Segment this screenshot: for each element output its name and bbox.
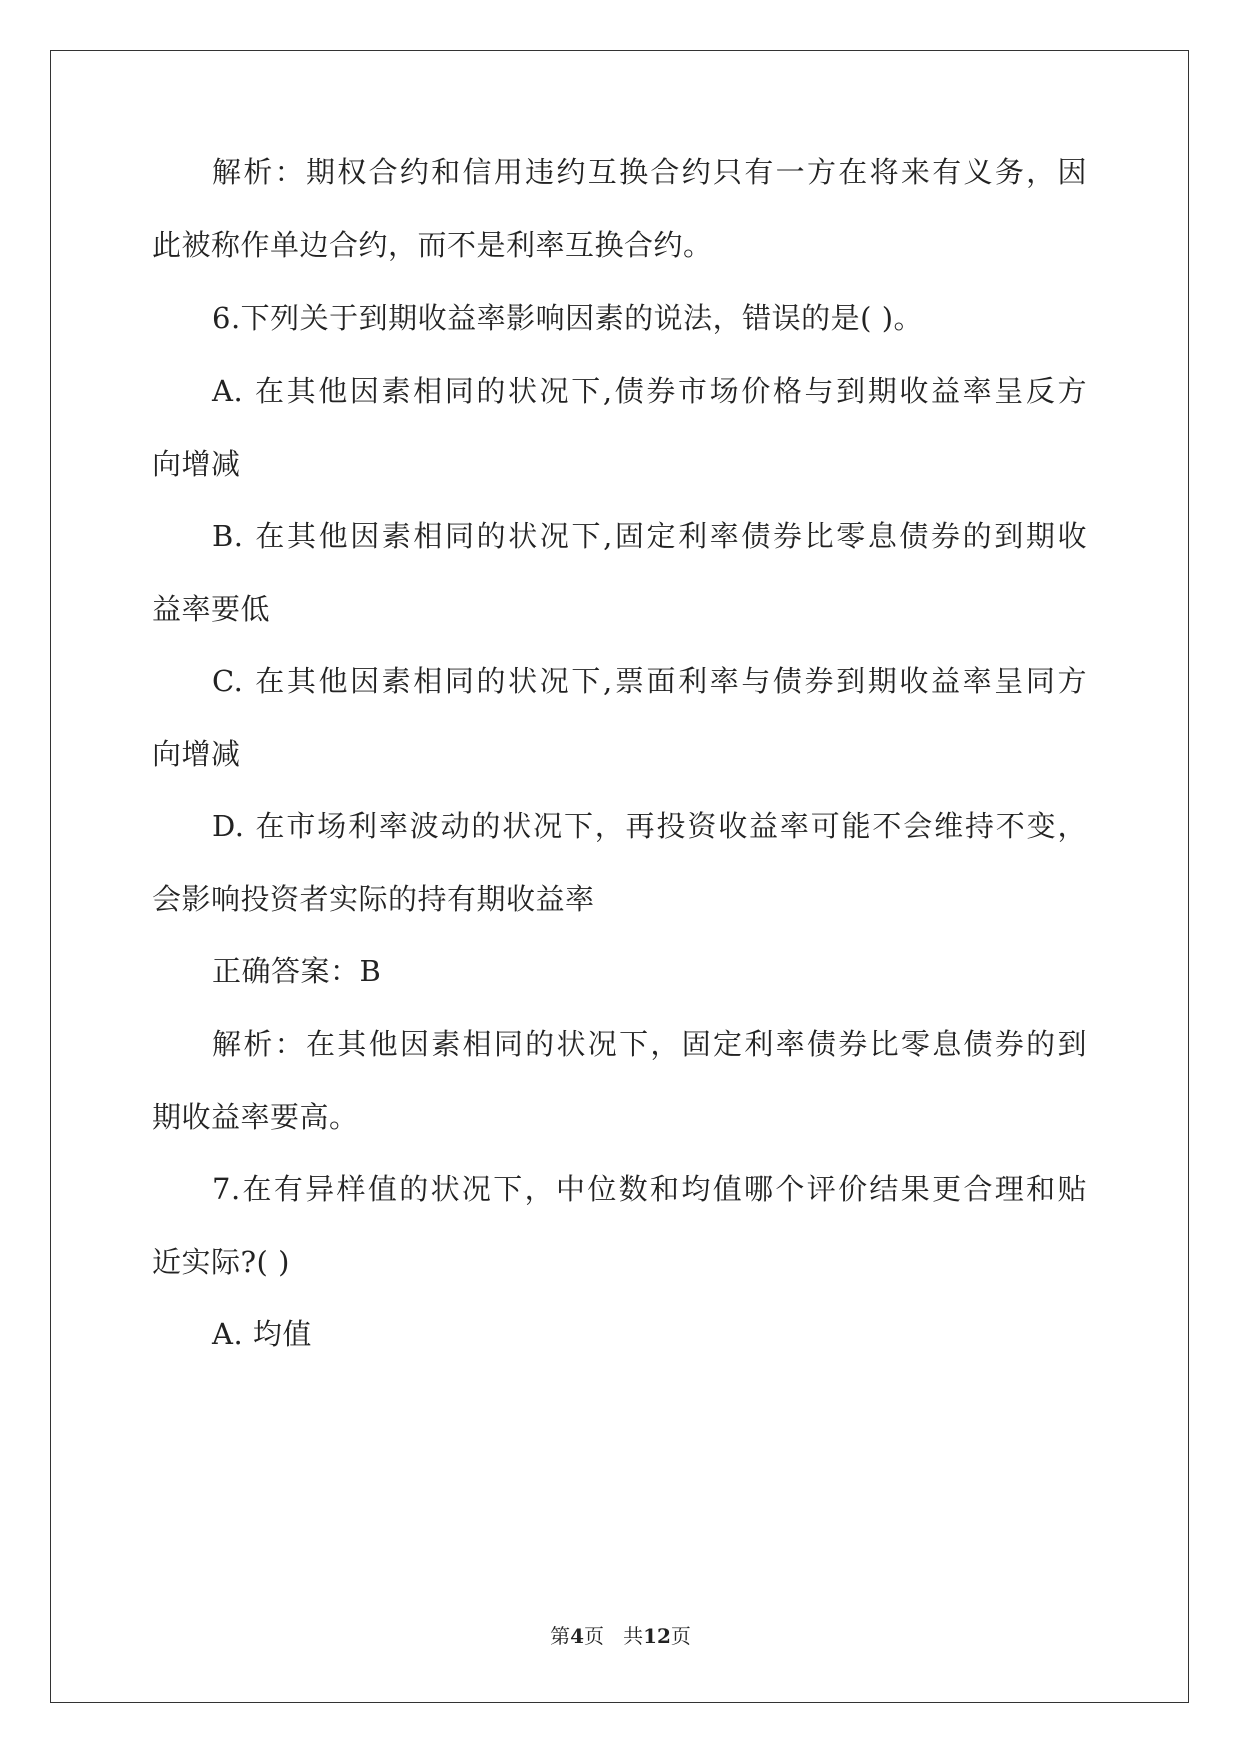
q6-option-c-line-1: C. 在其他因素相同的状况下,票面利率与债券到期收益率呈同方 (212, 664, 1087, 698)
page-footer (0, 1622, 1241, 1650)
q6-analysis-line-1: 解析：在其他因素相同的状况下，固定利率债券比零息债券的到 (212, 1027, 1087, 1061)
footer-total-suffix: 页 (670, 1624, 691, 1648)
footer-total-pages: 12 (643, 1624, 671, 1648)
q6-option-a-line-1: A. 在其他因素相同的状况下,债券市场价格与到期收益率呈反方 (212, 374, 1087, 408)
q6-option-d-line-2: 会影响投资者实际的持有期收益率 (152, 882, 595, 916)
q6-option-b-line-1: B. 在其他因素相同的状况下,固定利率债券比零息债券的到期收 (212, 519, 1087, 553)
footer-page-prefix: 第 (550, 1624, 571, 1648)
q6-option-d-line-1: D. 在市场利率波动的状况下，再投资收益率可能不会维持不变， (212, 809, 1087, 843)
footer-page-number: 4 (570, 1624, 584, 1648)
footer-page-suffix: 页 (584, 1624, 604, 1648)
q5-analysis-line-1: 解析：期权合约和信用违约互换合约只有一方在将来有义务，因 (212, 155, 1087, 189)
q6-option-b-line-2: 益率要低 (152, 592, 271, 626)
q6-option-c-line-2: 向增减 (152, 737, 241, 771)
q6-answer: 正确答案：B (212, 954, 382, 988)
q7-option-a: A. 均值 (212, 1317, 312, 1351)
q5-analysis-line-2: 此被称作单边合约，而不是利率互换合约。 (152, 228, 713, 262)
q7-question-line-2: 近实际?( ) (152, 1245, 290, 1279)
q7-question-line-1: 7.在有异样值的状况下，中位数和均值哪个评价结果更合理和贴 (212, 1172, 1087, 1206)
footer-total-prefix: 共 (623, 1624, 644, 1648)
q6-analysis-line-2: 期收益率要高。 (152, 1100, 359, 1134)
q6-option-a-line-2: 向增减 (152, 447, 241, 481)
q6-question: 6.下列关于到期收益率影响因素的说法，错误的是( )。 (212, 301, 924, 335)
